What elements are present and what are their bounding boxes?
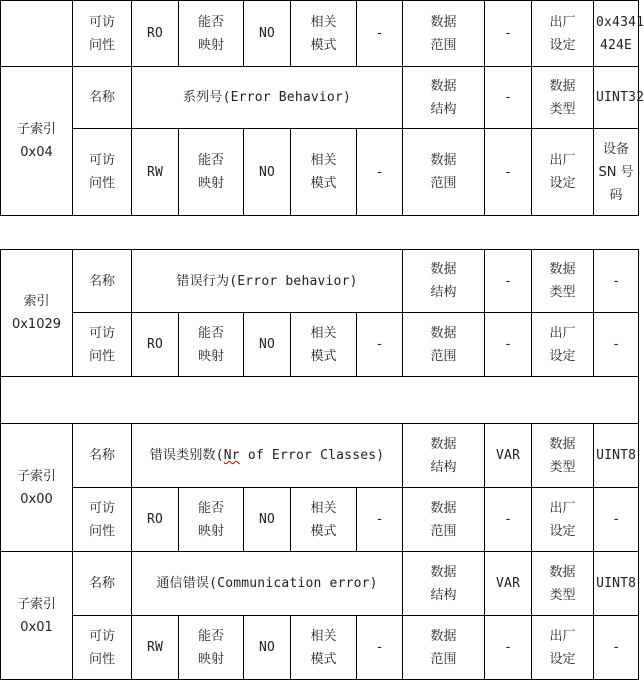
data-type-value: UINT32 — [594, 67, 639, 129]
subindex-label: 子索引 0x00 — [1, 424, 73, 552]
related-mode-value: - — [357, 616, 403, 680]
object-table-2 — [0, 249, 639, 680]
table-row — [1, 377, 639, 424]
data-struct-value: - — [485, 250, 532, 313]
access-value: RO — [132, 488, 179, 552]
mappable-label: 能否 映射 — [179, 313, 244, 377]
factory-value: - — [594, 488, 639, 552]
mappable-label: 能否 映射 — [179, 616, 244, 680]
access-value: RO — [132, 1, 179, 67]
related-mode-label: 相关 模式 — [291, 616, 357, 680]
data-type-value: - — [594, 250, 639, 313]
data-range-label: 数据 范围 — [403, 616, 485, 680]
related-mode-value: - — [357, 1, 403, 67]
object-table-1 — [0, 0, 644, 216]
subindex-label: 子索引 0x01 — [1, 552, 73, 680]
table-row — [1, 424, 639, 488]
table-row — [1, 552, 639, 616]
related-mode-label: 相关 模式 — [291, 313, 357, 377]
data-type-label: 数据 类型 — [532, 552, 594, 616]
data-type-label: 数据 类型 — [532, 250, 594, 313]
subindex-label: 子索引 0x04 — [1, 67, 73, 216]
factory-value: - — [594, 616, 639, 680]
blank-row — [1, 377, 639, 424]
data-struct-label: 数据 结构 — [403, 67, 485, 129]
name-label: 名称 — [73, 424, 132, 488]
access-label: 可访 问性 — [73, 488, 132, 552]
table-row — [1, 129, 639, 216]
data-type-label: 数据 类型 — [532, 424, 594, 488]
object-name — [132, 424, 403, 488]
data-range-value: - — [485, 616, 532, 680]
data-range-value: - — [485, 313, 532, 377]
access-label: 可访 问性 — [73, 129, 132, 216]
data-range-value: - — [485, 488, 532, 552]
mappable-value: NO — [244, 313, 291, 377]
mappable-label: 能否 映射 — [179, 1, 244, 67]
name-suffix: of Error Classes) — [239, 448, 385, 463]
data-struct-label: 数据 结构 — [403, 424, 485, 488]
object-name: 系列号(Error Behavior) — [132, 67, 403, 129]
data-type-value: UINT8 — [594, 424, 639, 488]
factory-label: 出厂 设定 — [532, 129, 594, 216]
related-mode-value: - — [357, 129, 403, 216]
mappable-value: NO — [244, 616, 291, 680]
data-type-label: 数据 类型 — [532, 67, 594, 129]
related-mode-label: 相关 模式 — [291, 1, 357, 67]
factory-label: 出厂 设定 — [532, 313, 594, 377]
name-label: 名称 — [73, 552, 132, 616]
mappable-value: NO — [244, 129, 291, 216]
data-struct-value: VAR — [485, 552, 532, 616]
data-type-value: UINT8 — [594, 552, 639, 616]
index-label: 索引 0x1029 — [1, 250, 73, 377]
empty-cell — [1, 1, 73, 67]
data-struct-value: - — [485, 67, 532, 129]
factory-label: 出厂 设定 — [532, 488, 594, 552]
data-range-value: - — [485, 129, 532, 216]
spellcheck-underlined-word: Nr — [223, 448, 240, 463]
table-row — [1, 67, 639, 129]
table-row — [1, 1, 639, 67]
mappable-label: 能否 映射 — [179, 129, 244, 216]
data-range-label: 数据 范围 — [403, 313, 485, 377]
related-mode-value: - — [357, 488, 403, 552]
factory-value: 0x4341 424E — [594, 1, 639, 67]
data-struct-label: 数据 结构 — [403, 552, 485, 616]
access-label: 可访 问性 — [73, 313, 132, 377]
access-value: RW — [132, 616, 179, 680]
data-range-label: 数据 范围 — [403, 1, 485, 67]
related-mode-label: 相关 模式 — [291, 129, 357, 216]
access-value: RW — [132, 129, 179, 216]
data-range-label: 数据 范围 — [403, 488, 485, 552]
factory-label: 出厂 设定 — [532, 616, 594, 680]
table-row — [1, 313, 639, 377]
mappable-label: 能否 映射 — [179, 488, 244, 552]
table-row — [1, 250, 639, 313]
related-mode-label: 相关 模式 — [291, 488, 357, 552]
access-value: RO — [132, 313, 179, 377]
table-row — [1, 488, 639, 552]
name-label: 名称 — [73, 250, 132, 313]
access-label: 可访 问性 — [73, 1, 132, 67]
object-name: 通信错误(Communication error) — [132, 552, 403, 616]
data-range-label: 数据 范围 — [403, 129, 485, 216]
factory-value: - — [594, 313, 639, 377]
related-mode-value: - — [357, 313, 403, 377]
name-label: 名称 — [73, 67, 132, 129]
data-range-value: - — [485, 1, 532, 67]
name-prefix: 错误类别数( — [149, 448, 224, 463]
access-label: 可访 问性 — [73, 616, 132, 680]
factory-label: 出厂 设定 — [532, 1, 594, 67]
table-row — [1, 616, 639, 680]
factory-value: 设备 SN 号 码 — [594, 129, 639, 216]
data-struct-label: 数据 结构 — [403, 250, 485, 313]
data-struct-value: VAR — [485, 424, 532, 488]
object-name: 错误行为(Error behavior) — [132, 250, 403, 313]
mappable-value: NO — [244, 1, 291, 67]
mappable-value: NO — [244, 488, 291, 552]
